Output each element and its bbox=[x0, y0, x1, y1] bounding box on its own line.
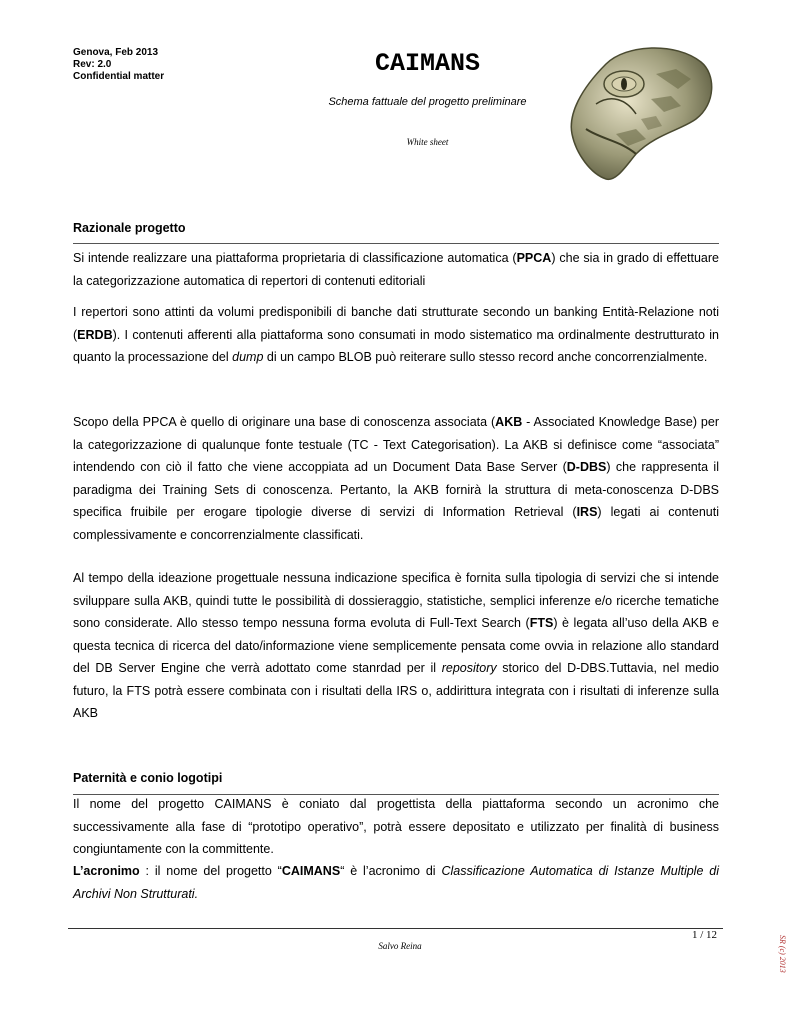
author-name: Salvo Reina bbox=[378, 941, 422, 951]
italic-text: repository bbox=[441, 661, 497, 675]
text-run: ) che rappresenta il paradigma dei Training Sets di conoscenza. Pertanto, la AKB fornirà la struttura di meta-conoscenza D-DBS specifica fruibile per erogare tipologie diverse di servizi di Information Retrieval ( bbox=[73, 460, 719, 519]
paragraph bbox=[73, 247, 719, 292]
bold-text: L’acronimo bbox=[73, 864, 140, 878]
bold-text: ERDB bbox=[77, 327, 113, 342]
footer-rule bbox=[68, 928, 723, 929]
section-heading-authorship: Paternità e conio logotipi bbox=[73, 771, 223, 785]
doc-title: CAIMANS bbox=[374, 49, 481, 78]
caiman-logo-icon bbox=[566, 44, 722, 184]
text-run: ) legati ai contenuti complessivamente e concorrenzialmente classificati. bbox=[73, 505, 719, 542]
text-run: Scopo della PPCA è quello di originare una base di conoscenza associata ( bbox=[73, 415, 496, 429]
text-run: di un campo BLOB può reiterare sullo stesso record anche concorrenzialmente. bbox=[263, 350, 708, 364]
header-meta bbox=[73, 47, 164, 83]
text-run: - Associated Knowledge Base) per la categorizzazione di qualunque fonte testuale (TC - Text Categorisation). La AKB si definisce come “associata” intendendo con ciò il fatto che viene accoppiata ad un Document Data Base Server ( bbox=[73, 415, 719, 474]
italic-text: Classificazione Automatica di Istanze Multiple di Archivi Non Strutturati. bbox=[73, 864, 719, 901]
text-run: Il nome del progetto CAIMANS è coniato dal progettista della piattaforma secondo un acronimo che successivamente alla fase di “prototipo operativo”, potrà essere depositato e utilizzato per finalità di business congiuntamente con la committente. bbox=[73, 797, 719, 856]
doc-revision: Rev: 2.0 bbox=[73, 59, 112, 70]
section-heading-rationale: Razionale progetto bbox=[73, 221, 186, 235]
text-run: Al tempo della ideazione progettuale nessuna indicazione specifica è fornita sulla tipologia di servizi che si intende sviluppare sulla AKB, quindi tutte le possibilità di dossieraggio, statistiche, semplici inferenze e/o ricerche tematiche sono considerate. Allo stesso tempo nessuna forma evoluta di Full-Text Search ( bbox=[73, 571, 719, 630]
page-number: 1 / 12 bbox=[691, 929, 717, 941]
text-run: ) è legata all’uso della AKB e questa tecnica di ricerca del dato/informazione viene semplicemente pensata come ovvia in relazione allo standard del DB Server Engine che verrà adottato come stanrdad per il bbox=[73, 616, 720, 675]
paragraph bbox=[73, 793, 719, 861]
doc-subtitle: Schema fattuale del progetto preliminare bbox=[328, 96, 527, 108]
text-run: ). I contenuti afferenti alla piattaforma sono consumati in modo sistematico ma ordinalmente destrutturato in quanto la processazione del bbox=[73, 327, 719, 364]
text-run: Si intende realizzare una piattaforma proprietaria di classificazione automatica ( bbox=[73, 251, 517, 265]
sheet-label: White sheet bbox=[406, 137, 449, 147]
text-run: I repertori sono attinti da volumi predisponibili di banche dati strutturate secondo un banking Entità-Relazione noti ( bbox=[73, 305, 719, 342]
bold-text: AKB bbox=[495, 415, 523, 429]
section-rule bbox=[73, 243, 719, 244]
paragraph bbox=[73, 301, 719, 369]
bold-text: CAIMANS bbox=[281, 864, 341, 878]
text-run: storico del D-DBS.Tuttavia, nel medio futuro, la FTS potrà essere combinata con i risultati della IRS o, addirittura integrata con i risultati di inferenze sulla AKB bbox=[73, 661, 719, 720]
text-run: : il nome del progetto “ bbox=[139, 864, 282, 878]
bold-text: D-DBS bbox=[566, 460, 607, 474]
bold-text: PPCA bbox=[516, 251, 552, 265]
paragraph bbox=[73, 860, 719, 905]
bold-text: IRS bbox=[576, 505, 598, 519]
bold-text: FTS bbox=[529, 616, 554, 630]
paragraph bbox=[73, 567, 719, 725]
copyright-side-mark: SR (c) 2013 bbox=[778, 935, 787, 973]
text-run: “ è l’acronimo di bbox=[340, 864, 442, 878]
doc-date: Genova, Feb 2013 bbox=[73, 47, 159, 58]
text-run: ) che sia in grado di effettuare la categorizzazione automatica di repertori di contenuti editoriali bbox=[73, 251, 719, 288]
confidential-note: Confidential matter bbox=[73, 71, 165, 82]
paragraph bbox=[73, 411, 719, 546]
italic-text: dump bbox=[232, 350, 264, 364]
